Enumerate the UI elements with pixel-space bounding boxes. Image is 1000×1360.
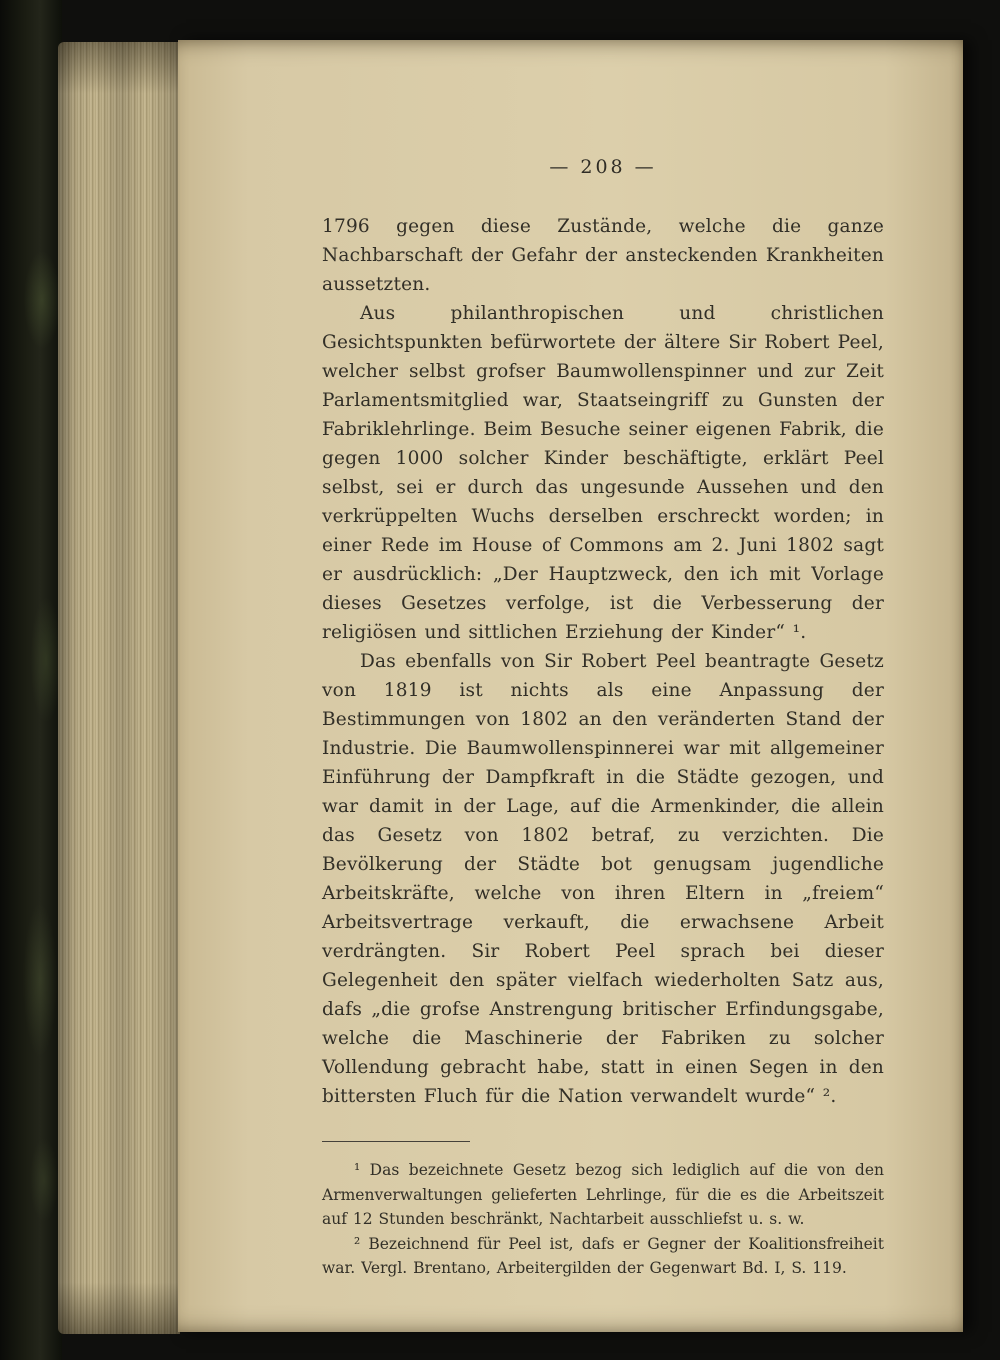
page-stack-edges (58, 42, 180, 1334)
footnote-1: ¹ Das bezeichnete Gesetz bezog sich lediglich auf die von den Armenverwaltungen gelieferten Lehrlinge, für die es die Arbeitszeit auf 12 Stunden beschränkt, Nachtarbeit ausschliefst u. s. w. (322, 1161, 884, 1228)
page-text-block (322, 156, 884, 1281)
paragraph-gesetz-1819: Das ebenfalls von Sir Robert Peel beantragte Gesetz von 1819 ist nichts als eine Anpassung der Bestimmungen von 1802 an den veränderten Stand der Industrie. Die Baumwollenspinnerei war mit allgemeiner Einführung der Dampfkraft in die Städte gezogen, und war damit in der Lage, auf die Armenkinder, die allein das Gesetz von 1802 betraf, zu verzichten. Die Bevölkerung der Städte bot genugsam jugendliche Arbeitskräfte, welche von ihren Eltern in „freiem“ Arbeitsvertrage verkauft, die erwachsene Arbeit verdrängten. Sir Robert Peel sprach bei dieser Gelegenheit den später vielfach wiederholten Satz aus, dafs „die grofse Anstrengung britischer Erfindungsgabe, welche die Maschinerie der Fabriken zu solcher Vollendung gebracht habe, statt in einen Segen in den bittersten Fluch für die Nation verwandelt wurde“ ². (322, 651, 884, 1107)
book-page (178, 40, 963, 1332)
book-spine (0, 0, 62, 1360)
footnote-2: ² Bezeichnend für Peel ist, dafs er Gegner der Koalitionsfreiheit war. Vergl. Brentano, Arbeitergilden der Gegenwart Bd. I, S. 119. (322, 1234, 884, 1277)
footnote-separator (322, 1141, 470, 1142)
paragraph-continuation: 1796 gegen diese Zustände, welche die ganze Nachbarschaft der Gefahr der ansteckenden Krankheiten aussetzten. (322, 216, 884, 295)
page-number: — 208 — (549, 156, 657, 178)
paragraph-peel-1802: Aus philanthropischen und christlichen Gesichtspunkten befürwortete der ältere Sir Robert Peel, welcher selbst grofser Baumwollenspinner und zur Zeit Parlamentsmitglied war, Staatseingriff zu Gunsten der Fabriklehrlinge. Beim Besuche seiner eigenen Fabrik, die gegen 1000 solcher Kinder beschäftigte, erklärt Peel selbst, sei er durch das ungesunde Aussehen und den verkrüppelten Wuchs derselben erschreckt worden; in einer Rede im House of Commons am 2. Juni 1802 sagt er ausdrücklich: „Der Hauptzweck, den ich mit Vorlage dieses Gesetzes verfolge, ist die Verbesserung der religiösen und sittlichen Erziehung der Kinder“ ¹. (322, 303, 884, 643)
